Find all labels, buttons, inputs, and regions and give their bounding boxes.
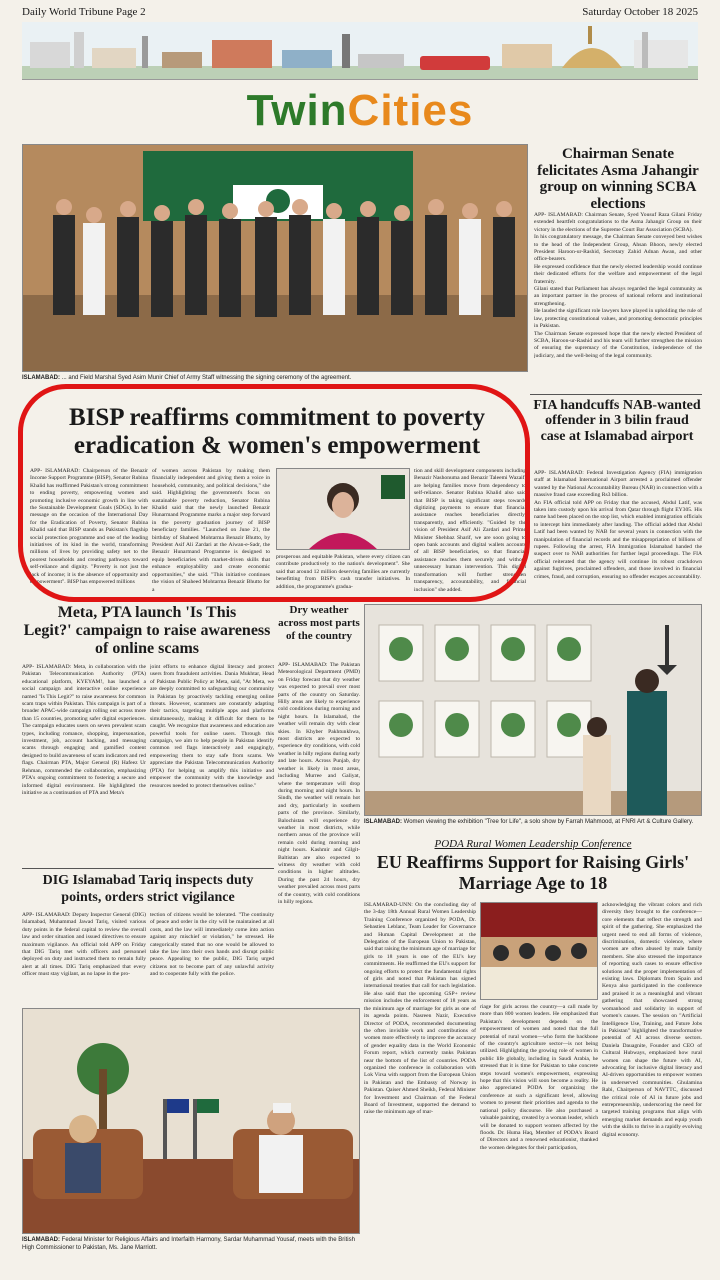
bottom-photo-caption: [22, 1236, 360, 1254]
caption-text: Federal Minister for Religious Affairs and Interfaith Harmony, Sardar Muhammad Yousaf, meets with the British High Commissioner to Pakistan, Ms. Jane Marriott.: [22, 1237, 355, 1251]
bisp-col1: APP- ISLAMABAD: Chairperson of the Benazir Income Support Programme (BISP), Senator Rubina Khalid has reaffirmed Pakistan's strong commitment to ending poverty, empowering women and promoting inclusive economic growth in line with the Sustainable Development Goals (SDGs). In her message on the occasion of the International Day for the Eradication of Poverty, Senator Rubina Khalid said that BISP stands as Pakistan's flagship social protection programme and one of the leading initiatives of its kind in the world, transforming millions of lives by providing safety net to the poorest households and creating pathways toward self-reliance and dignity. "Poverty is not just the lack of income; it is the absence of opportunity and empowerment". BISP has empowered millions: [30, 468, 148, 586]
chairman-headline: Chairman Senate felicitates Asma Jahangir group on winning SCBA elections: [537, 146, 699, 212]
eu-conference-photo: [480, 902, 598, 1000]
masthead-cities: Cities: [347, 86, 474, 135]
eu-headline: EU Reaffirms Support for Raising Girls' Marriage Age to 18: [376, 852, 690, 893]
caption-label: ISLAMABAD:: [364, 819, 402, 825]
highlight-circle: [18, 384, 530, 602]
fia-headline: FIA handcuffs NAB-wanted offender in 3 bilin fraud case at Islamabad airport: [533, 398, 701, 444]
masthead-twin: Twin: [246, 86, 348, 135]
bisp-headline-line1: BISP reaffirms commitment to poverty: [68, 404, 486, 431]
bottom-meeting-photo: [22, 1008, 360, 1234]
city-skyline-banner: [22, 22, 698, 80]
bisp-headline-line2: eradication & women's empowerment: [73, 432, 481, 459]
page-header: [22, 6, 698, 22]
weather-headline-line1: Dry weather: [289, 604, 349, 616]
chairman-body: [534, 212, 702, 390]
chairman-para: In his congratulatory message, the Chairman Senate conveyed best wishes to the head of the Independent Group, Ahsan Bhoon, newly elected President Haroon-ur-Rashid, Secretary Zahid Adnan Awan, and other office-bearers.: [534, 234, 702, 263]
dig-headline: DIG Islamabad Tariq inspects duty points, orders strict vigilance: [42, 873, 254, 905]
top-ceremony-photo: [22, 144, 528, 372]
eu-kicker: PODA Rural Women Leadership Conference: [434, 838, 632, 850]
caption-text: ... and Field Marshal Syed Asim Munir Chief of Army Staff witnessing the signing ceremony of the agreement.: [60, 375, 352, 381]
page-header-left: Daily World Tribune Page 2: [22, 6, 146, 18]
bisp-col2: of women across Pakistan by making them financially independent and giving them a voice in household, community, and political decisions," she said. Highlighting the government's focus on sustainable poverty reduction, Senator Rubina Khalid said that the newly launched Benazir Hunarmand Programme marks a major step forward in the poverty graduation journey of BISP beneficiary families. "Launched on June 21, the birthday of Shaheed Mohtarma Benazir Bhutto, by President Asif Ali Zardari at the Aiwan-e-Sadr, the Benazir Hunarmand Programme is designed to equip beneficiaries with market-driven skills that enhance employability and create economic opportunities," she said. "This initiative continues the vision of Shaheed Mohtarma Benazir Bhutto for a: [152, 468, 270, 593]
eu-col3: acknowledging the vibrant colors and rich diversity they brought to the conference—core elements that reflect the strength and spirit of the gathering. She emphasized the urgent need to end all forms of violence, discrimination, domestic violence, where women are often abused by male family members. She also stressed the importance of reporting such cases to ensure effective solutions and the proper implementation of existing laws. Diplomats from Spain and Kenya also participated in the conference and praised it as a meaningful and vibrant gathering that showcased strong womanhood and solidarity in support of women's causes. The session on "Artificial Intelligence Use, Training, and Future Jobs in Pakistan" highlighted the transformative potential of AI across diverse sectors. Daniela Dauagnite, Founder and CEO of Cultural Hubways, emphasized how rural women can shape the future with AI, advocating for inclusive digital literacy and AI-driven opportunities to empower women in underserved communities. Ghulamina Rabi, Chairperson of NAVTTC, discussed the critical role of AI in future jobs and entrepreneurship, underscoring the need for targeted training programs that align with emerging market demands and equip youth with the skills to thrive in a rapidly evolving digital economy.: [602, 902, 702, 1138]
meta-headline-line1: Meta, PTA launch 'Is This: [57, 604, 237, 621]
section-divider: [22, 868, 274, 869]
dig-col2: tection of citizens would be tolerated. "The continuity of peace and order in the city will be maintained at all costs, and the law will immediately come into action against any mischief or violation," he stressed. He categorically stated that no one would be allowed to take the law into their own hands and disrupt public peace. Appealing to the public, DIG Tariq urged citizens not to become part of any unlawful activity and to cooperate fully with the police.: [150, 912, 274, 978]
chairman-para: The Chairman Senate expressed hope that the newly elected President of SCBA, Haroon-ur-Rashid and his team will further strengthen the mission of ensuring the supremacy of the Constitution, independence of the judiciary, and the well-being of the legal community.: [534, 330, 702, 359]
caption-label: ISLAMABAD:: [22, 375, 60, 381]
weather-headline-line2: across most parts of the country: [278, 617, 360, 642]
caption-label: ISLAMABAD:: [22, 1237, 60, 1243]
chairman-para: He expressed confidence that the newly elected leadership would continue their dedicated efforts for the welfare and empowerment of the legal fraternity.: [534, 263, 702, 285]
bisp-col3: prosperous and equitable Pakistan, where every citizen can contribute productively to the nation's development". She said that around 12 million deserving families are currently benefitting from BISP's cash transfer initiatives. In addition, the programme's gradua-: [276, 554, 410, 590]
chairman-para: Gilani stated that Parliament has always regarded the legal community as an important partner in the process of national reform and institutional strengthening.: [534, 286, 702, 307]
weather-headline: [278, 604, 360, 643]
exhibition-photo: [364, 604, 702, 816]
column-divider: [530, 394, 702, 395]
caption-text: Women viewing the exhibition "Tree for Life", a solo show by Farrah Mahmood, at FNRI Art & Culture Gallery.: [402, 819, 694, 825]
meta-col1: APP- ISLAMABAD: Meta, in collaboration with the Pakistan Telecommunication Authority (PTA) educational platform, KYEYAM!, has launched a social campaign and interactive online experience named "Is This Legit?" to raise awareness for common scam traps within Pakistan. This campaign is part of a broader APAC-wide campaign rolling out across more than 15 countries, promoting safer digital experiences. The campaign educates users on seven prevalent scam types, including romance, shopping, impersonation, investment, job, account hacking, and messaging scams through engaging and gamified content designed to build awareness of scam indicators and red flags. Chairman PTA, Major General (R) Hafeez Ur Rehman, commended the collaboration, emphasizing PTA's ongoing commitment to fostering a secure and informed digital environment. He highlighted the initiative as a continuation of PTA and Meta's: [22, 664, 146, 796]
page-header-right: Saturday October 18 2025: [582, 6, 698, 18]
section-masthead: [22, 80, 698, 142]
eu-col1: ISLAMABAD-UNN: On the concluding day of the 3-day 18th Annual Rural Women Leadership Training Conference organized by PODA, Dr. Sebastien Leblanc, Team Leader for Governance and Human Capital Development at the Delegation of the European Union to Pakistan, said that raising the minimum age of marriage for girls to 18 years is one of the EU's key commitments. He reaffirmed the EU's support for ongoing efforts to protect the fundamental rights of girls and noted that Pakistan has signed international treaties that call for such legislation. He also said that the upcoming GSP+ review mission includes the enforcement of 18 years as the minimum age of marriage for girls as one of its agenda points. Nasreen Nazir, Executive Director of PODA, recommended documenting the often invisible work and contributions of women more effectively to improve the accuracy of gender equality data in the World Economic Forum report, which currently ranks Pakistan near the bottom of the list of countries. PODA organized the conference in collaboration with Lok Virsa with support from the European Union in Pakistan and the Embassy of Norway in Pakistan. Qaiser Ahmed Sheikh, Federal Minister for Investment and Chairman of the Federal Board of Investment, supported the demand to raise the minimum age of mar-: [364, 902, 476, 1116]
chairman-para: He lauded the significant role lawyers have played in upholding the rule of law, protecting constitutional values, and promoting democratic principles in Pakistan.: [534, 308, 702, 330]
fia-body: [534, 470, 702, 596]
exhibition-caption: [364, 818, 702, 834]
fia-para: APP- ISLAMABAD: Federal Investigation Agency (FIA) immigration staff at Islamabad International Airport arrested a proclaimed offender wanted by the National Accountability Bureau (NAB) in connection with a massive fraud case exceeding Rs3 billion.: [534, 470, 702, 499]
weather-body: APP- ISLAMABAD: The Pakistan Meteorological Department (PMD) on Friday forecast that dry weather was expected to prevail over most parts of the country on Saturday. Hilly areas are likely to experience cold conditions during morning and night hours. In Islamabad, the weather will remain dry with clear skies. In Khyber Pakhtunkhwa, most districts are expected to experience dry conditions, with cold weather in hilly regions during early and late hours. Across Punjab, dry weather is likely in most areas, including Murree and Galiyat, where the temperature will drop during morning and night hours. In Sindh, the weather will remain hot and dry, particularly in southern parts of the province. Similarly, Balochistan will experience dry weather in most districts, while northern areas of the province will remain cold during morning and night hours. Kashmir and Gilgit-Baltistan are also expected to witness dry weather with cold conditions in higher altitudes. During the past 24 hours, dry weather prevailed across most parts of the country, with cold conditions in hilly regions.: [278, 662, 360, 905]
meta-col2: joint efforts to enhance digital literacy and protect users from fraudulent activities. Dania Mukhtar, Head of Pakistan Public Policy at Meta, said, "At Meta, we are deeply committed to safeguarding our community in Pakistan by proactively tackling emerging online threats. However, scammers are constantly adapting their tactics, targeting multiple apps and platforms simultaneously, making it difficult for them to be caught. We recognize that awareness and education are powerful tools for online users. Through this campaign, we aim to help people in Pakistan identify common red flags interactively and engagingly, empowering them to stay safe from scams. We appreciate the Pakistan Telecommunication Authority (PTA) for helping us amplify this initiative and empower the community with the knowledge and resources needed to protect themselves online.": [150, 664, 274, 789]
chairman-para: APP- ISLAMABAD: Chairman Senate, Syed Yousuf Raza Gilani Friday extended heartfelt congratulations to the Asma Jahangir Group on their victory in the elections of the Supreme Court Bar Association (SCBA).: [534, 212, 702, 233]
meta-headline-line2: Legit?' campaign to raise awareness of online scams: [23, 622, 271, 657]
dig-col1: APP- ISLAMABAD: Deputy Inspector General (DIG) Islamabad, Muhammad Jawad Tariq, visited various duty points in the federal capital to review the overall law and order situation and issued directives to ensure maximum vigilance. An official told APP on Friday that DIG Tariq met with officers and personnel deployed on duty and instructed them to remain fully alert at all times. DIG Tariq emphasized that every officer must stay vigilant, as no lapse in the pro-: [22, 912, 146, 978]
eu-col2: riage for girls across the country—a call made by more than 800 women leaders. He emphasized that Pakistan's development depends on the empowerment of women and noted that the full potential of rural women—who form the backbone of the country's agriculture sector—is not being utilized. Highlighting the growing role of women in public life globally, including in Saudi Arabia, he stressed that it is time for Pakistan to take concrete steps toward women's empowerment, expressing hope that this vision will soon become a reality. He also appreciated PODA for organizing the conference at such a significant level, allowing women to present their priorities and agenda to the national policy discourse. He also purchased a valuable painting, created by a woman leader, which will be donated to support women affected by the floods. Dr. Huma Haq, Member of PODA's Board of Directors and a renowned educationist, thanked the women delegates for their participation,: [480, 1004, 598, 1151]
fia-para: An FIA official told APP on Friday that the accused, Abdul Latif, was taken into custody upon his arrival from Qatar through flight EY305. His name had been placed on the stop list, which enabled immigration officials to intercept him immediately after landing. The official added that Abdul Latif had been wanted by NAB for several years in connection with the manipulation of financial records and the misappropriation of billions of rupees. Following the arrest, FIA Immigration Islamabad handed the suspect over to NAB authorities for further legal proceedings. The FIA official reiterated that the agency will continue its robust crackdown against fugitives, proclaimed offenders, and those involved in financial crimes, fraud, and corruption, ensuring no offender escapes accountability.: [534, 499, 702, 580]
meta-headline: [22, 604, 272, 658]
bisp-col4: tion and skill development components including Benazir Nashonuma and Benazir Taleemi Wazaif, are helping families move from dependency to self-reliance. Senator Rubina Khalid also said that BISP is taking significant steps towards digitizing payments to ensure that financial assistance reaches beneficiaries directly, transparently, and efficiently. "Guided by the vision of President Asif Ali Zardari and Prime Minister Shehbaz Sharif, we are soon going to open bank accounts and digital wallets accounts of all BISP beneficiaries, so that financial assistance reaches them securely and without unnecessary human intervention. This digital transformation will further strengthen transparency, accountability, and financial inclusion" she added.: [414, 468, 526, 593]
